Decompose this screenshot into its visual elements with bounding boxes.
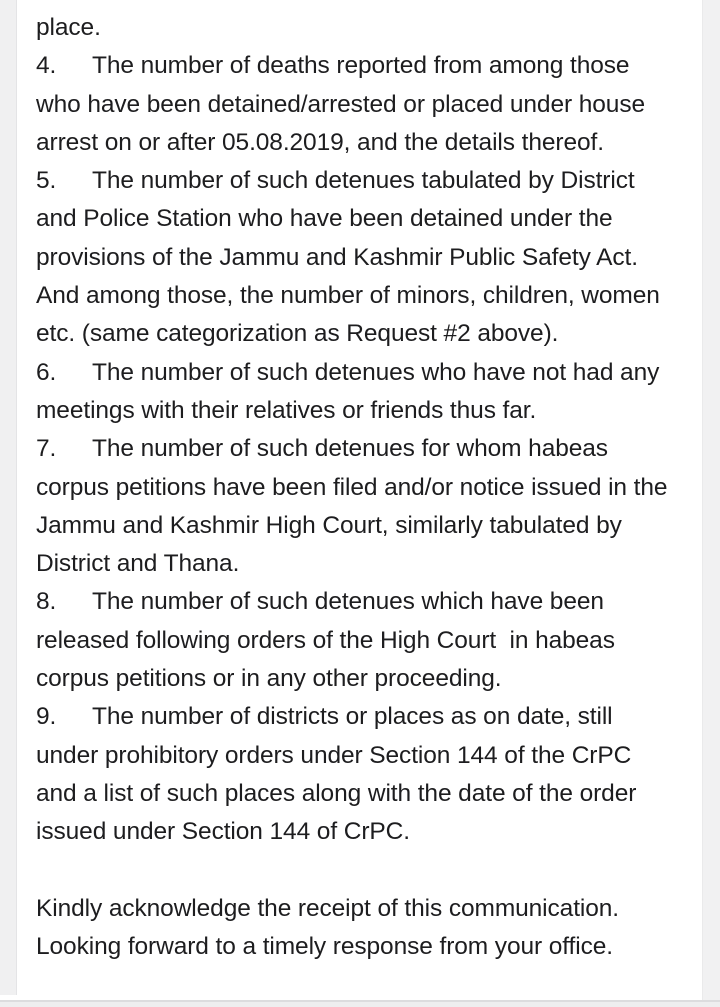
line-text: and Police Station who have been detained under the [36, 205, 613, 233]
line-text: Looking forward to a timely response from your office. [36, 933, 613, 961]
text-line [36, 9, 696, 47]
line-text: Kindly acknowledge the receipt of this communication. [36, 894, 620, 922]
viewer-bottom-strip [0, 1002, 720, 1007]
text-line [36, 239, 696, 277]
text-line [36, 124, 696, 162]
line-text: corpus petitions or in any other proceeding. [36, 665, 502, 693]
line-text: Jammu and Kashmir High Court, similarly tabulated by [36, 511, 622, 539]
line-text: who have been detained/arrested or placed under house [36, 90, 646, 118]
numbered-line [36, 354, 696, 392]
line-text: The number of districts or places as on date, still [92, 703, 613, 731]
numbered-line [36, 162, 696, 200]
numbered-line [36, 430, 696, 468]
line-text: The number of such detenues which have been [92, 588, 604, 616]
text-line [36, 813, 696, 851]
numbered-line [36, 47, 696, 85]
line-text: arrest on or after 05.08.2019, and the details thereof. [36, 128, 604, 156]
text-line [36, 507, 696, 545]
item-number: 5. [36, 167, 57, 195]
line-text: The number of deaths reported from among those [92, 52, 630, 80]
line-text: issued under Section 144 of CrPC. [36, 818, 410, 846]
text-line [36, 852, 696, 890]
text-line [36, 315, 696, 353]
line-text: and a list of such places along with the date of the order [36, 779, 637, 807]
text-line [36, 660, 696, 698]
item-number: 7. [36, 435, 57, 463]
text-line [36, 545, 696, 583]
line-text: provisions of the Jammu and Kashmir Public Safety Act. [36, 243, 638, 271]
viewer-margin-right [702, 0, 720, 1001]
text-line [36, 928, 696, 966]
text-line [36, 469, 696, 507]
line-text: place. [36, 14, 101, 41]
numbered-line [36, 698, 696, 736]
line-text: The number of such detenues for whom habeas [92, 435, 608, 463]
text-line [36, 200, 696, 238]
text-line [36, 277, 696, 315]
line-text: under prohibitory orders under Section 144 of the CrPC [36, 741, 632, 769]
line-text: meetings with their relatives or friends thus far. [36, 396, 537, 424]
line-text: corpus petitions have been filed and/or notice issued in the [36, 473, 668, 501]
item-number: 6. [36, 358, 57, 386]
text-line [36, 775, 696, 813]
viewer-margin-left [0, 0, 17, 995]
document-page [36, 9, 696, 966]
text-line [36, 737, 696, 775]
text-line [36, 890, 696, 928]
line-text: The number of such detenues who have not had any [92, 358, 660, 386]
text-line [36, 392, 696, 430]
text-line [36, 86, 696, 124]
line-text: released following orders of the High Court in habeas [36, 626, 615, 654]
item-number: 9. [36, 703, 57, 731]
text-line [36, 622, 696, 660]
line-text: etc. (same categorization as Request #2 above). [36, 320, 559, 348]
line-text: The number of such detenues tabulated by District [92, 167, 635, 195]
item-number: 4. [36, 52, 57, 80]
item-number: 8. [36, 588, 57, 616]
line-text: And among those, the number of minors, children, women [36, 282, 660, 310]
line-text: District and Thana. [36, 550, 240, 578]
numbered-line [36, 583, 696, 621]
